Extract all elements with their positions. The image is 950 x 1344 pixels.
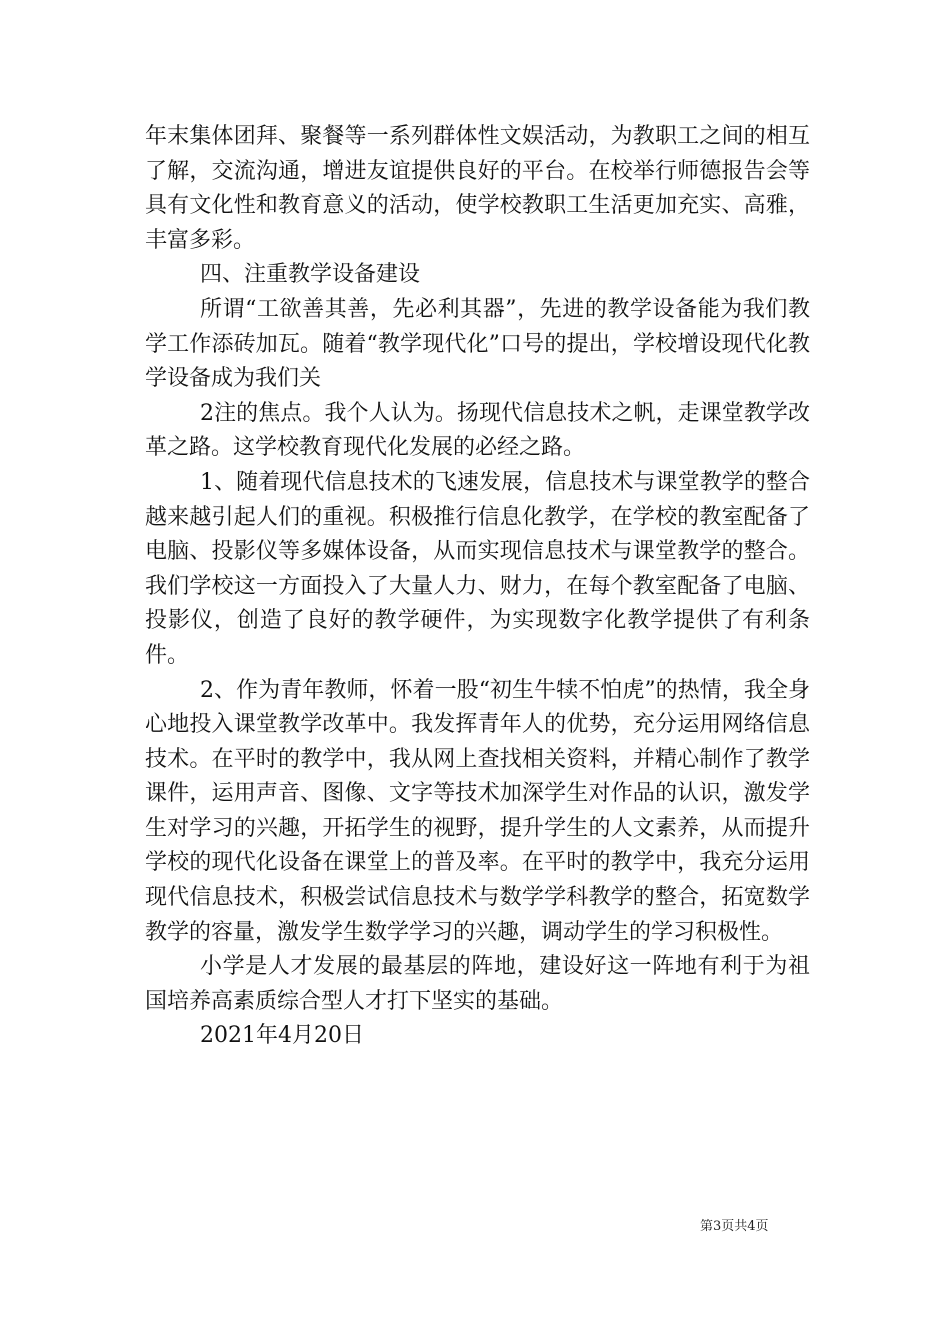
document-date: 2021年4月20日	[200, 1023, 364, 1049]
paragraph-activities: 年末集体团拜、聚餐等一系列群体性文娱活动，为教职工之间的相互了解，交流沟通，增进友谊提供良好的平台。在校举行师德报告会等具有文化性和教育意义的活动，使学校教职工生活更加充实、高雅，丰富多彩。	[145, 124, 810, 253]
section-heading-equipment: 四、注重教学设备建设	[200, 262, 421, 288]
paragraph-equipment-intro: 所谓“工欲善其善，先必利其器”，先进的教学设备能为我们教学工作添砖加瓦。随着“教学现代化”口号的提出，学校增设现代化教学设备成为我们关	[145, 296, 810, 392]
paragraph-focus: 2注的焦点。我个人认为。扬现代信息技术之帆，走课堂教学改革之路。这学校教育现代化发展的必经之路。	[145, 400, 810, 461]
document-body	[145, 120, 810, 1054]
paragraph-point-1: 1、随着现代信息技术的飞速发展，信息技术与课堂教学的整合越来越引起人们的重视。积极推行信息化教学，在学校的教室配备了电脑、投影仪等多媒体设备，从而实现信息技术与课堂教学的整合。我们学校这一方面投入了大量人力、财力，在每个教室配备了电脑、投影仪，创造了良好的教学硬件，为实现数字化教学提供了有利条件。	[145, 469, 810, 668]
page-number-footer: 第3页共4页	[700, 1219, 769, 1234]
paragraph-point-2: 2、作为青年教师，怀着一股“初生牛犊不怕虎”的热情，我全身心地投入课堂教学改革中。我发挥青年人的优势，充分运用网络信息技术。在平时的教学中，我从网上查找相关资料，并精心制作了教学课件，运用声音、图像、文字等技术加深学生对作品的认识，激发学生对学习的兴趣，开拓学生的视野，提升学生的人文素养，从而提升学校的现代化设备在课堂上的普及率。在平时的教学中，我充分运用现代信息技术，积极尝试信息技术与数学学科教学的整合，拓宽数学教学的容量，激发学生数学学习的兴趣，调动学生的学习积极性。	[145, 677, 810, 945]
paragraph-conclusion: 小学是人才发展的最基层的阵地，建设好这一阵地有利于为祖国培养高素质综合型人才打下坚实的基础。	[145, 954, 810, 1014]
